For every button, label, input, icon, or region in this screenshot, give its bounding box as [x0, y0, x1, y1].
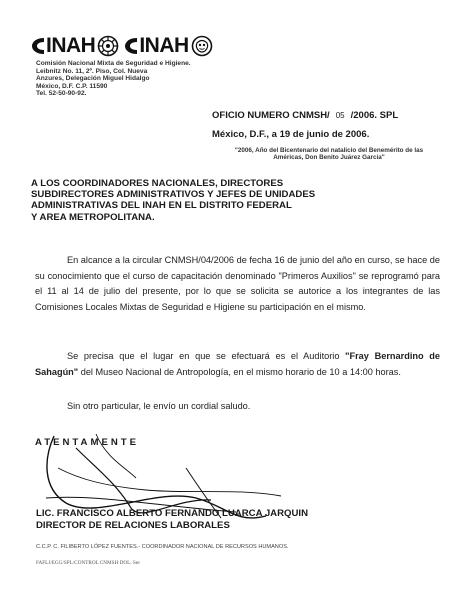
- p2-part-c: del Museo Nacional de Antropología, en el mismo horario de 10 a 14:00 horas.: [78, 366, 401, 377]
- inah-logo-text-left: INAH: [46, 34, 96, 57]
- address-line: Comisión Nacional Mixta de Seguridad e Higiene.: [36, 60, 191, 67]
- inah-seal-icon: [191, 35, 213, 57]
- year-motto-line: "2006, Año del Bicentenario del natalicio del Benemérito de las: [234, 147, 424, 154]
- address-block: [36, 60, 191, 98]
- recipient-line: Y AREA METROPOLITANA.: [31, 211, 155, 223]
- header-logos: [30, 34, 213, 58]
- oficio-number: [212, 110, 398, 121]
- oficio-suffix: /2006. SPL: [350, 110, 399, 121]
- auditorium-name: "Fray Bernardino de Sahagún": [35, 351, 440, 377]
- inah-emblem-icon: [123, 36, 139, 56]
- reference-initials: FAFLJ/EGG/SPL/CONTROL CNMSH DOL. Sec: [36, 560, 141, 566]
- address-line: Tel. 52-50-90-92.: [36, 90, 87, 98]
- inah-seal-icon: [97, 35, 119, 57]
- inah-emblem-icon: [30, 36, 46, 56]
- oficio-label: OFICIO NUMERO CNMSH/: [212, 110, 330, 121]
- inah-logo-text-right: INAH: [139, 34, 189, 57]
- body-paragraph-1: En alcance a la circular CNMSH/04/2006 de fecha 16 de junio del año en curso, se hace de su conocimiento que el curso de capacitación denominado "Primeros Auxilios" se reprogramó para el 11 al 14 de julio del presente, por lo que se solicita se autorice a los integrantes de las Comisiones Locales Mixtas de Seguridad e Higiene su participación en el mismo.: [35, 255, 440, 312]
- signer-name: LIC. FRANCISCO ALBERTO FERNANDO LUARCA JARQUIN: [36, 508, 308, 519]
- year-motto: [214, 147, 444, 162]
- recipients: [31, 178, 331, 223]
- inah-logo-right: [123, 35, 212, 57]
- inah-logo-left: [30, 35, 119, 57]
- signer-title: DIRECTOR DE RELACIONES LABORALES: [36, 520, 230, 531]
- address-line: Leibnitz No. 11, 2º. Piso, Col. Nueva: [36, 67, 148, 75]
- year-motto-line: Américas, Don Benito Juárez García": [273, 154, 385, 162]
- body-paragraph-3: Sin otro particular, le envío un cordial saludo.: [67, 401, 251, 411]
- p2-part-a: Se precisa que el lugar en que se efectuará es el Auditorio: [67, 351, 346, 361]
- recipient-line: ADMINISTRATIVAS DEL INAH EN EL DISTRITO FEDERAL: [31, 200, 292, 212]
- address-line: México, D.F. C.P. 11590: [36, 82, 108, 90]
- recipient-line: A LOS COORDINADORES NACIONALES, DIRECTORES: [31, 178, 284, 189]
- ccp-line: C.C.P. C. FILIBERTO LÓPEZ FUENTES.- COORDINADOR NACIONAL DE RECURSOS HUMANOS.: [36, 544, 289, 550]
- recipient-line: SUBDIRECTORES ADMINISTRATIVOS Y JEFES DE UNIDADES: [31, 189, 316, 201]
- closing-atentamente: ATENTAMENTE: [35, 437, 140, 448]
- oficio-num: 05: [335, 111, 345, 120]
- letter-date: México, D.F., a 19 de junio de 2006.: [212, 129, 370, 140]
- body-paragraph-2: [35, 349, 440, 380]
- address-line: Anzures, Delegación Miguel Hidalgo: [36, 75, 150, 83]
